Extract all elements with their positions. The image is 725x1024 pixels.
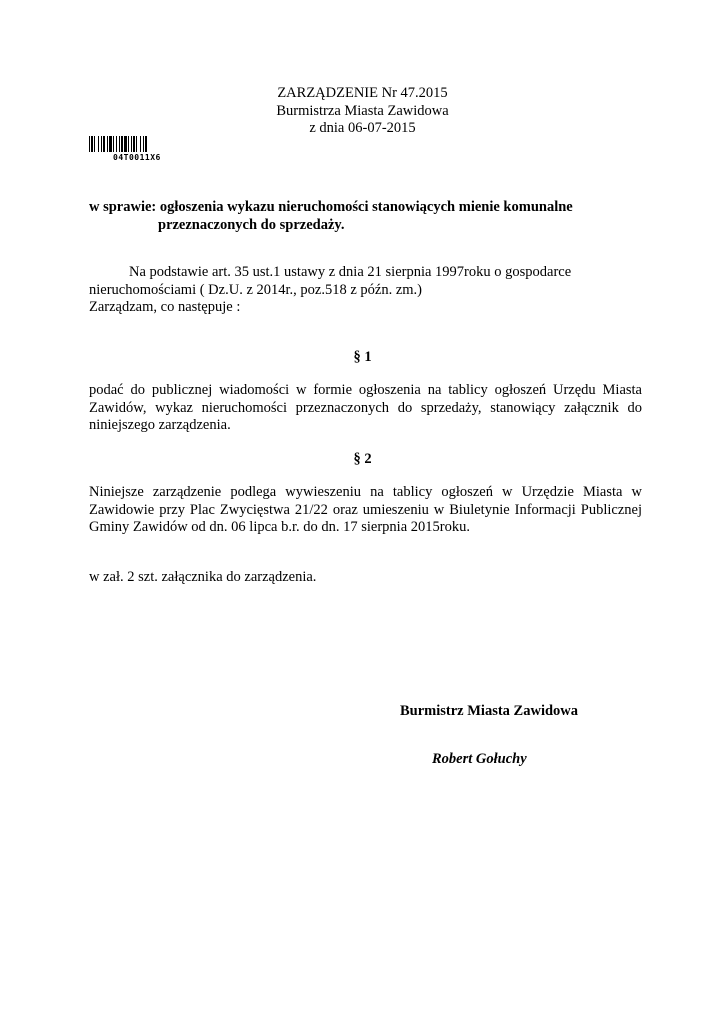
subject-block — [89, 198, 573, 234]
basis-line-2: nieruchomościami ( Dz.U. z 2014r., poz.518 z późn. zm.) — [89, 281, 423, 298]
section-2-text: Niniejsze zarządzenie podlega wywieszeniu na tablicy ogłoszeń w Urzędzie Miasta w Zawidowie przy Plac Zwycięstwa 21/22 oraz umieszeniu w Biuletynie Informacji Publicznej Gminy Zawidów od dn. 06 lipca b.r. do dn. 17 sierpnia 2015roku. — [89, 484, 642, 535]
section-2-heading: § 2 — [353, 451, 372, 467]
subject-line-2: przeznaczonych do sprzedaży. — [158, 217, 345, 233]
basis-line-1: Na podstawie art. 35 ust.1 ustawy z dnia 21 sierpnia 1997roku o gospodarce — [129, 264, 572, 280]
ordinance-date: z dnia 06-07-2015 — [309, 120, 416, 136]
ordinance-title: ZARZĄDZENIE Nr 47.2015 — [277, 85, 448, 101]
barcode-code: 04T0011X6 — [113, 153, 161, 162]
subject-line-1: w sprawie: ogłoszenia wykazu nieruchomości stanowiących mienie komunalne — [89, 199, 573, 215]
barcode-image — [89, 136, 187, 152]
section-1-heading: § 1 — [353, 349, 372, 365]
signatory-title: Burmistrz Miasta Zawidowa — [400, 703, 579, 719]
basis-line-3: Zarządzam, co następuje : — [89, 299, 241, 315]
section-1-text: podać do publicznej wiadomości w formie ogłoszenia na tablicy ogłoszeń Urzędu Miasta Zawidów, wykaz nieruchomości przeznaczonych do sprzedaży, stanowiący załącznik do niniejszego zarządzenia. — [89, 382, 642, 433]
legal-basis — [89, 264, 642, 317]
signatory-name: Robert Gołuchy — [432, 751, 527, 767]
ordinance-issuer: Burmistrza Miasta Zawidowa — [276, 103, 449, 119]
attachment-note: w zał. 2 szt. załącznika do zarządzenia. — [89, 569, 317, 585]
